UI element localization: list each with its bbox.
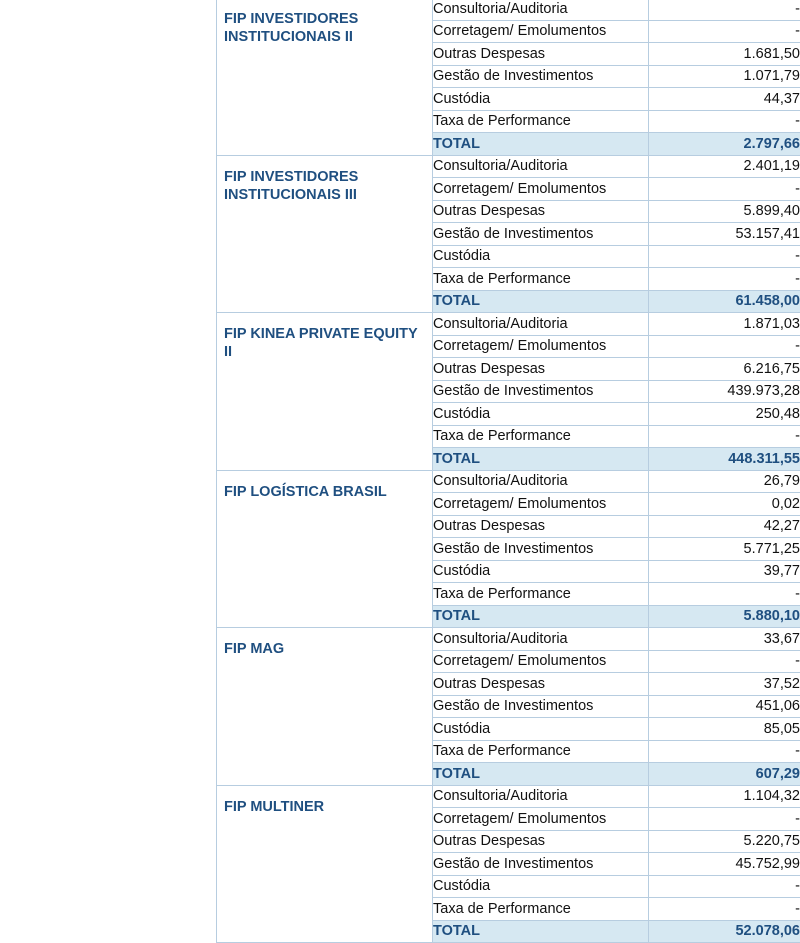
total-label: TOTAL (433, 763, 649, 786)
expense-label: Outras Despesas (433, 358, 649, 381)
total-label: TOTAL (433, 290, 649, 313)
expense-label: Corretagem/ Emolumentos (433, 20, 649, 43)
fund-name-cell (217, 0, 433, 155)
expense-value: 85,05 (649, 718, 800, 741)
fund-name: FIP LOGÍSTICA BRASIL (217, 471, 432, 501)
expense-value: - (649, 245, 800, 268)
total-value: 2.797,66 (649, 133, 800, 156)
expense-label: Gestão de Investimentos (433, 223, 649, 246)
expense-value: 39,77 (649, 560, 800, 583)
expense-label: Consultoria/Auditoria (433, 628, 649, 651)
expense-label: Custódia (433, 560, 649, 583)
expense-value: 26,79 (649, 470, 800, 493)
fund-name-cell (217, 313, 433, 471)
table-row (217, 628, 800, 651)
expense-label: Gestão de Investimentos (433, 538, 649, 561)
table-body (217, 0, 800, 943)
fund-name: FIP MAG (217, 628, 432, 658)
table-row (217, 470, 800, 493)
total-label: TOTAL (433, 605, 649, 628)
expense-label: Gestão de Investimentos (433, 380, 649, 403)
expense-value: 5.220,75 (649, 830, 800, 853)
expense-value: 6.216,75 (649, 358, 800, 381)
expense-label: Consultoria/Auditoria (433, 785, 649, 808)
expense-label: Consultoria/Auditoria (433, 313, 649, 336)
table-row (217, 313, 800, 336)
expense-value: 451,06 (649, 695, 800, 718)
expense-label: Custódia (433, 245, 649, 268)
expense-label: Custódia (433, 88, 649, 111)
expense-value: - (649, 335, 800, 358)
fund-name-cell (217, 785, 433, 943)
expense-value: - (649, 268, 800, 291)
expense-value: - (649, 808, 800, 831)
expense-label: Corretagem/ Emolumentos (433, 335, 649, 358)
expense-label: Custódia (433, 403, 649, 426)
expense-label: Outras Despesas (433, 200, 649, 223)
total-value: 448.311,55 (649, 448, 800, 471)
fund-name: FIP INVESTIDORES INSTITUCIONAIS III (217, 156, 432, 204)
expense-label: Outras Despesas (433, 673, 649, 696)
expense-value: 44,37 (649, 88, 800, 111)
expense-label: Custódia (433, 875, 649, 898)
expense-value: - (649, 0, 800, 20)
expense-label: Consultoria/Auditoria (433, 0, 649, 20)
expense-value: 42,27 (649, 515, 800, 538)
expense-label: Taxa de Performance (433, 740, 649, 763)
expense-value: 37,52 (649, 673, 800, 696)
expense-label: Gestão de Investimentos (433, 853, 649, 876)
expense-label: Taxa de Performance (433, 425, 649, 448)
expense-value: - (649, 425, 800, 448)
expense-value: 33,67 (649, 628, 800, 651)
expense-value: 439.973,28 (649, 380, 800, 403)
fund-name: FIP MULTINER (217, 786, 432, 816)
total-label: TOTAL (433, 920, 649, 943)
expense-value: - (649, 740, 800, 763)
expense-label: Corretagem/ Emolumentos (433, 808, 649, 831)
left-margin (0, 0, 217, 903)
expense-value: 1.871,03 (649, 313, 800, 336)
total-value: 607,29 (649, 763, 800, 786)
expense-label: Outras Despesas (433, 515, 649, 538)
expense-label: Consultoria/Auditoria (433, 155, 649, 178)
expense-value: 5.899,40 (649, 200, 800, 223)
expense-label: Outras Despesas (433, 830, 649, 853)
fund-name: FIP KINEA PRIVATE EQUITY II (217, 313, 432, 361)
expense-value: 1.071,79 (649, 65, 800, 88)
table-row (217, 785, 800, 808)
expense-value: - (649, 583, 800, 606)
expense-value: - (649, 20, 800, 43)
expense-label: Taxa de Performance (433, 583, 649, 606)
expense-value: 1.104,32 (649, 785, 800, 808)
expense-value: 45.752,99 (649, 853, 800, 876)
total-value: 61.458,00 (649, 290, 800, 313)
fund-name-cell (217, 628, 433, 786)
expense-value: - (649, 875, 800, 898)
fund-name: FIP INVESTIDORES INSTITUCIONAIS II (217, 0, 432, 46)
expense-label: Consultoria/Auditoria (433, 470, 649, 493)
expense-value: 5.771,25 (649, 538, 800, 561)
total-label: TOTAL (433, 133, 649, 156)
total-value: 5.880,10 (649, 605, 800, 628)
total-label: TOTAL (433, 448, 649, 471)
expense-value: 53.157,41 (649, 223, 800, 246)
fund-name-cell (217, 155, 433, 313)
expense-value: 1.681,50 (649, 43, 800, 66)
expense-label: Gestão de Investimentos (433, 695, 649, 718)
expense-label: Gestão de Investimentos (433, 65, 649, 88)
expense-value: - (649, 898, 800, 921)
expense-label: Custódia (433, 718, 649, 741)
expense-value: 0,02 (649, 493, 800, 516)
expense-label: Corretagem/ Emolumentos (433, 493, 649, 516)
total-value: 52.078,06 (649, 920, 800, 943)
expense-value: - (649, 178, 800, 201)
expense-value: 2.401,19 (649, 155, 800, 178)
expense-value: - (649, 650, 800, 673)
expense-label: Taxa de Performance (433, 268, 649, 291)
fund-expenses-table (216, 0, 800, 943)
expense-label: Corretagem/ Emolumentos (433, 178, 649, 201)
expense-value: - (649, 110, 800, 133)
table-row (217, 155, 800, 178)
fund-name-cell (217, 470, 433, 628)
expense-value: 250,48 (649, 403, 800, 426)
expense-label: Outras Despesas (433, 43, 649, 66)
expense-label: Taxa de Performance (433, 898, 649, 921)
expense-label: Taxa de Performance (433, 110, 649, 133)
table-row (217, 0, 800, 20)
expense-label: Corretagem/ Emolumentos (433, 650, 649, 673)
